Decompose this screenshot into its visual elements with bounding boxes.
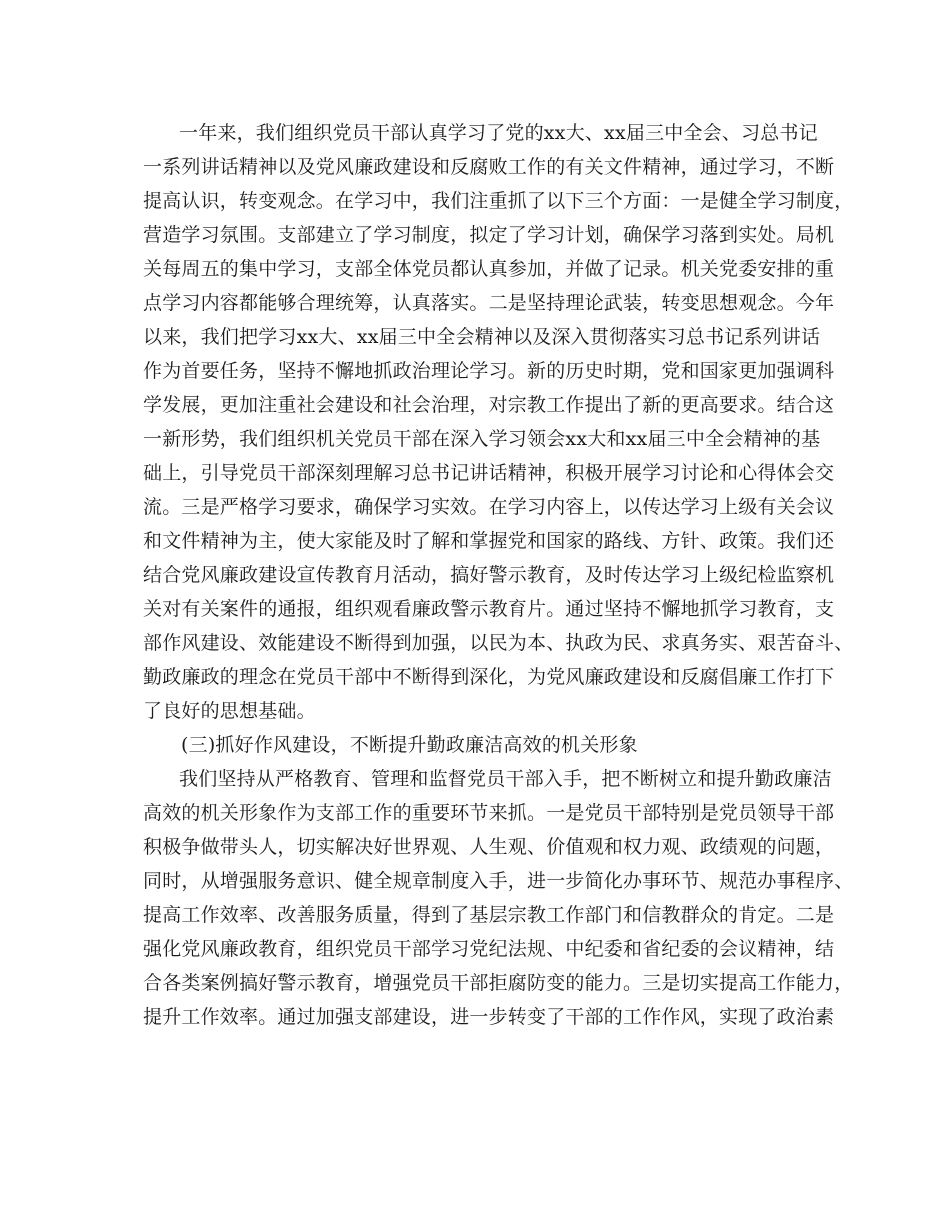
- paragraph-2-line-3: 积极争做带头人，切实解决好世界观、人生观、价值观和权力观、政绩观的问题，: [143, 836, 835, 858]
- paragraph-2-line-1: 我们坚持从严格教育、管理和监督党员干部入手，把不断树立和提升勤政廉洁: [179, 768, 832, 790]
- section-heading: (三)抓好作风建设，不断提升勤政廉洁高效的机关形象: [181, 734, 638, 756]
- paragraph-1-line-13: 和文件精神为主，使大家能及时了解和掌握党和国家的路线、方针、政策。我们还: [143, 530, 835, 552]
- paragraph-2-line-2: 高效的机关形象作为支部工作的重要环节来抓。一是党员干部特别是党员领导干部: [143, 802, 835, 824]
- paragraph-1-line-11: 础上，引导党员干部深刻理解习总书记讲话精神，积极开展学习讨论和心得体会交: [143, 462, 835, 484]
- paragraph-1-line-14: 结合党风廉政建设宣传教育月活动，搞好警示教育，及时传达学习上级纪检监察机: [143, 564, 835, 586]
- paragraph-2-line-4: 同时，从增强服务意识、健全规章制度入手，进一步简化办事环节、规范办事程序、: [143, 870, 854, 892]
- paragraph-1-line-18: 了良好的思想基础。: [143, 700, 316, 722]
- paragraph-1-line-3: 提高认识，转变观念。在学习中，我们注重抓了以下三个方面：一是健全学习制度，: [143, 190, 854, 212]
- document-body: [143, 116, 854, 1034]
- paragraph-1-line-4: 营造学习氛围。支部建立了学习制度，拟定了学习计划，确保学习落到实处。局机: [143, 224, 835, 246]
- paragraph-1-line-5: 关每周五的集中学习，支部全体党员都认真参加，并做了记录。机关党委安排的重: [143, 258, 835, 280]
- paragraph-2-line-5: 提高工作效率、改善服务质量，得到了基层宗教工作部门和信教群众的肯定。二是: [143, 904, 835, 926]
- paragraph-1-line-9: 学发展，更加注重社会建设和社会治理，对宗教工作提出了新的更高要求。结合这: [143, 394, 835, 416]
- paragraph-1-line-10: 一新形势，我们组织机关党员干部在深入学习领会xx大和xx届三中全会精神的基: [143, 428, 821, 450]
- paragraph-2-line-7: 合各类案例搞好警示教育，增强党员干部拒腐防变的能力。三是切实提高工作能力，: [143, 972, 854, 994]
- paragraph-2-line-6: 强化党风廉政教育，组织党员干部学习党纪法规、中纪委和省纪委的会议精神，结: [143, 938, 835, 960]
- paragraph-1-line-15: 关对有关案件的通报，组织观看廉政警示教育片。通过坚持不懈地抓学习教育，支: [143, 598, 835, 620]
- paragraph-2-line-8: 提升工作效率。通过加强支部建设，进一步转变了干部的工作作风，实现了政治素: [143, 1006, 835, 1028]
- paragraph-1-line-1: 一年来，我们组织党员干部认真学习了党的xx大、xx届三中全会、习总书记: [179, 122, 818, 144]
- paragraph-1-line-6: 点学习内容都能够合理统筹，认真落实。二是坚持理论武装，转变思想观念。今年: [143, 292, 835, 314]
- paragraph-1-line-16: 部作风建设、效能建设不断得到加强，以民为本、执政为民、求真务实、艰苦奋斗、: [143, 632, 854, 654]
- paragraph-1-line-2: 一系列讲话精神以及党风廉政建设和反腐败工作的有关文件精神，通过学习，不断: [143, 156, 835, 178]
- paragraph-1-line-7: 以来，我们把学习xx大、xx届三中全会精神以及深入贯彻落实习总书记系列讲话: [143, 326, 821, 348]
- paragraph-1-line-17: 勤政廉政的理念在党员干部中不断得到深化，为党风廉政建设和反腐倡廉工作打下: [143, 666, 835, 688]
- paragraph-1-line-12: 流。三是严格学习要求，确保学习实效。在学习内容上，以传达学习上级有关会议: [143, 496, 835, 518]
- paragraph-1-line-8: 作为首要任务，坚持不懈地抓政治理论学习。新的历史时期，党和国家更加强调科: [143, 360, 835, 382]
